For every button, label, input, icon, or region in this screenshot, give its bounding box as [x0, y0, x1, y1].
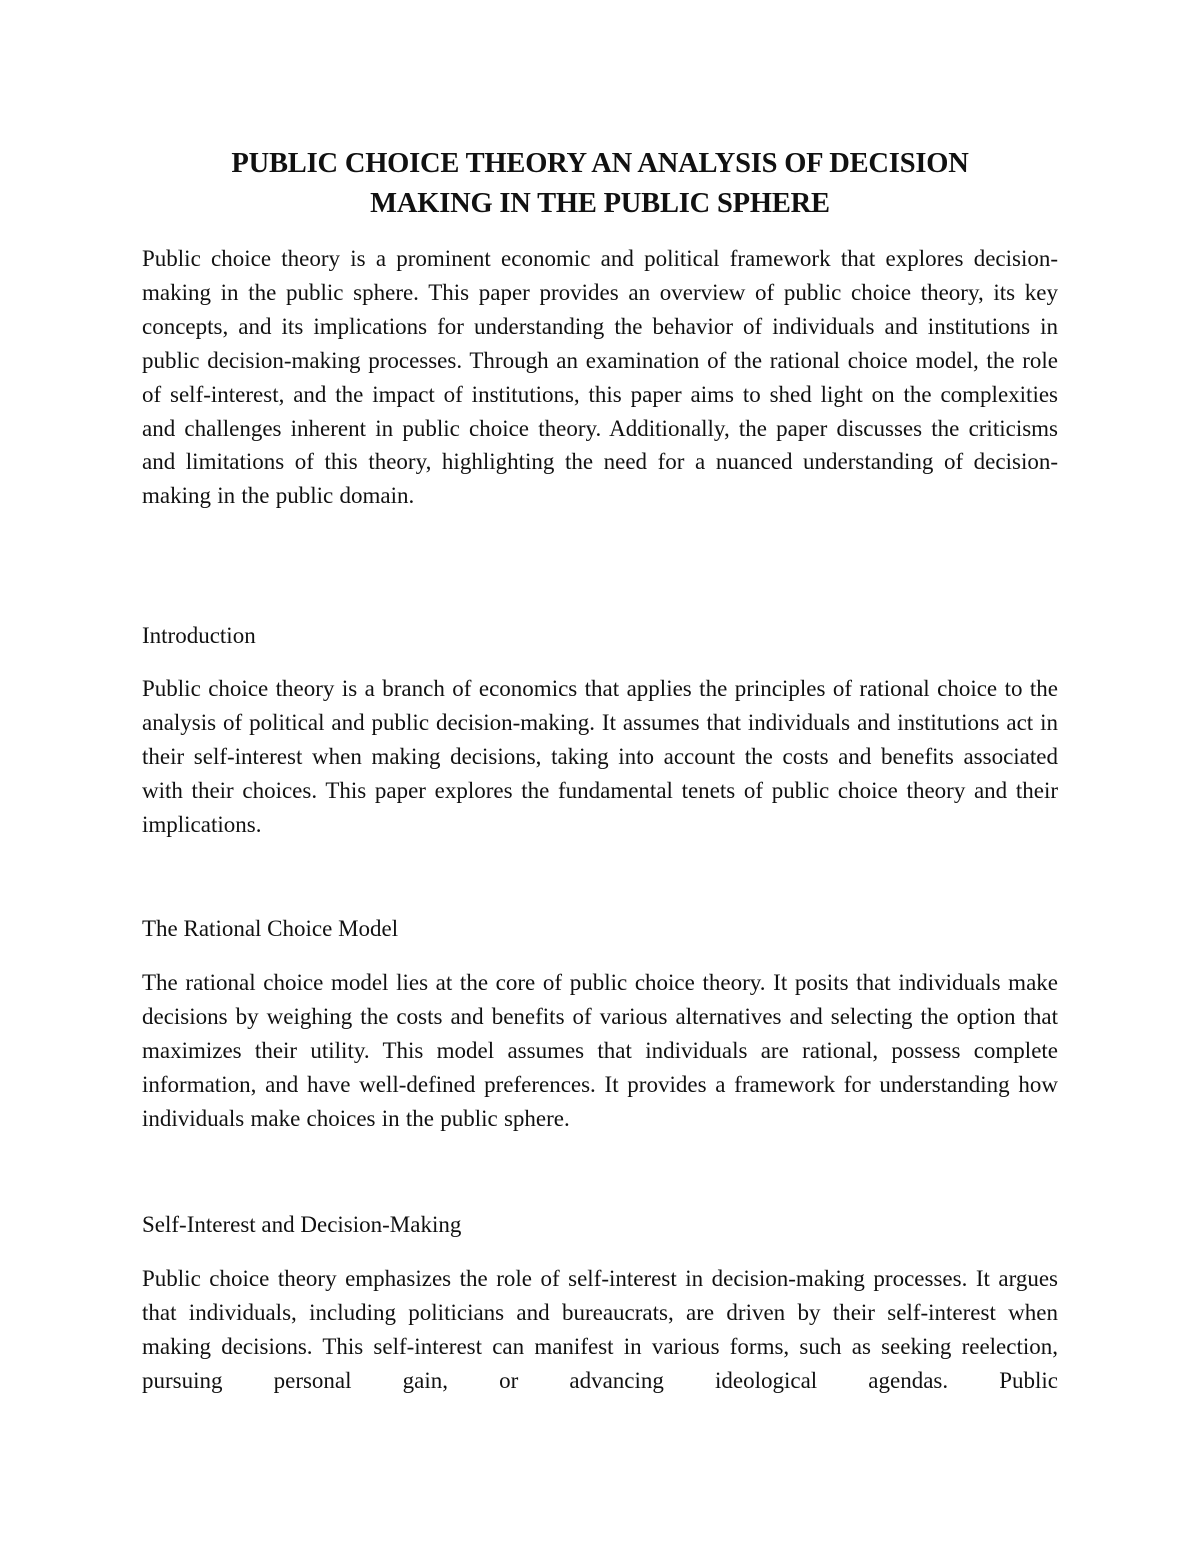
- title-line-1: PUBLIC CHOICE THEORY AN ANALYSIS OF DECISION: [231, 148, 969, 179]
- section-body-rational-choice-model: The rational choice model lies at the core of public choice theory. It posits that individuals make decisions by weighing the costs and benefits of various alternatives and selecting the option that maximizes their utility. This model assumes that individuals are rational, possess complete information, and have well-defined preferences. It provides a framework for understanding how individuals make choices in the public sphere.: [142, 970, 1058, 1131]
- section-heading-rational-choice-model: The Rational Choice Model: [142, 916, 399, 941]
- title-line-2: MAKING IN THE PUBLIC SPHERE: [370, 188, 830, 219]
- abstract-paragraph: Public choice theory is a prominent economic and political framework that explores decision-making in the public sphere. This paper provides an overview of public choice theory, its key concepts, and its implications for understanding the behavior of individuals and institutions in public decision-making processes. Through an examination of the rational choice model, the role of self-interest, and the impact of institutions, this paper aims to shed light on the complexities and challenges inherent in public choice theory. Additionally, the paper discusses the criticisms and limitations of this theory, highlighting the need for a nuanced understanding of decision-making in the public domain.: [142, 246, 1058, 509]
- section-heading-self-interest: Self-Interest and Decision-Making: [142, 1212, 462, 1237]
- section-body-introduction: Public choice theory is a branch of economics that applies the principles of rational choice to the analysis of political and public decision-making. It assumes that individuals and institutions act in their self-interest when making decisions, taking into account the costs and benefits associated with their choices. This paper explores the fundamental tenets of public choice theory and their implications.: [142, 676, 1058, 837]
- section-heading-introduction: Introduction: [142, 623, 256, 648]
- section-body-self-interest: Public choice theory emphasizes the role of self-interest in decision-making processes. It argues that individuals, including politicians and bureaucrats, are driven by their self-interest when making decisions. This self-interest can manifest in various forms, such as seeking reelection, pursuing personal gain, or advancing ideological agendas. Public: [142, 1266, 1058, 1393]
- document-title: [140, 144, 1060, 224]
